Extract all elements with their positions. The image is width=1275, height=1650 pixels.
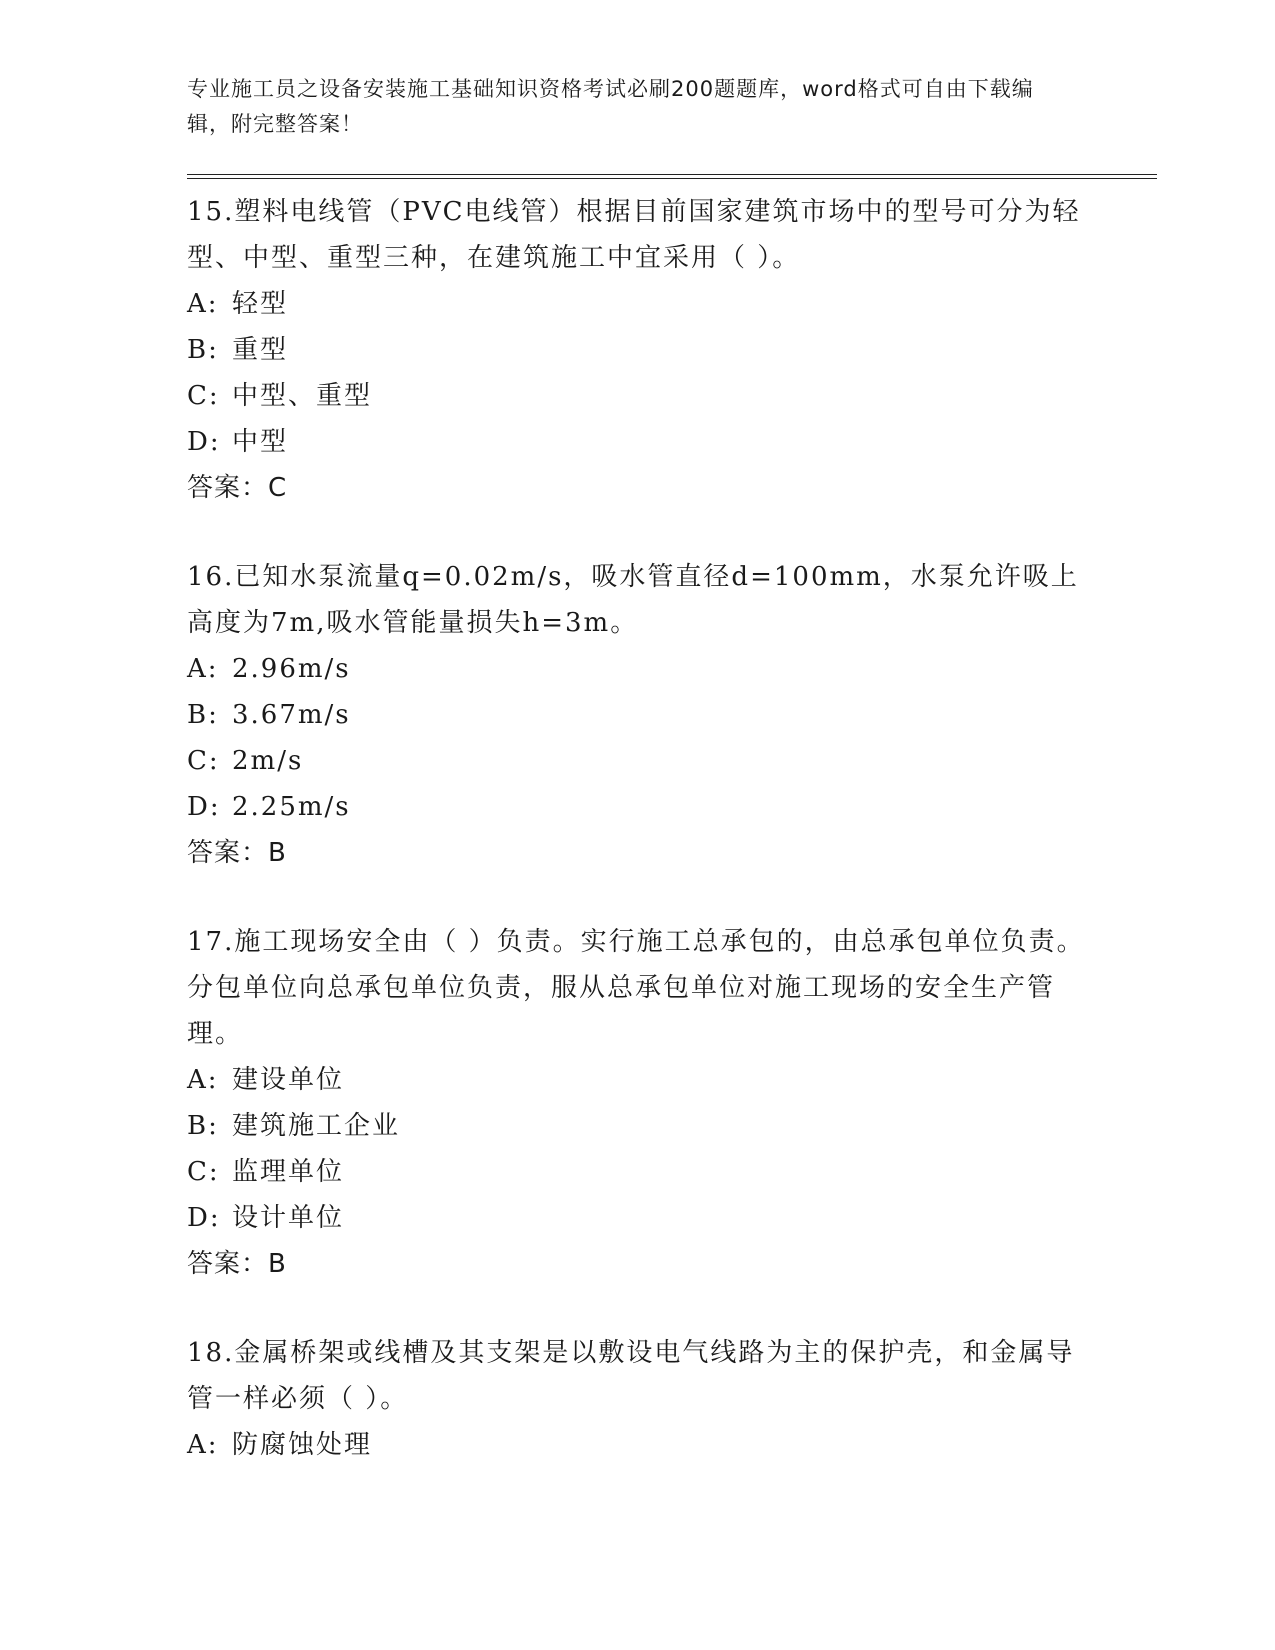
option-key: D: xyxy=(187,427,221,457)
option-text: 2.96m/s xyxy=(232,654,351,684)
option-text: 设计单位 xyxy=(232,1203,345,1233)
option-c xyxy=(187,373,1157,419)
option-text: 中型、重型 xyxy=(232,381,373,411)
question-stem: 15.塑料电线管（PVC电线管）根据目前国家建筑市场中的型号可分为轻型、中型、重型三种，在建筑施工中宜采用（ ）。 xyxy=(187,197,1081,273)
question-18 xyxy=(187,1330,1157,1468)
option-key: D: xyxy=(187,792,221,822)
option-d xyxy=(187,784,1157,830)
option-key: A: xyxy=(187,1065,219,1095)
option-key: D: xyxy=(187,1203,221,1233)
option-text: 2.25m/s xyxy=(232,792,351,822)
question-17 xyxy=(187,919,1157,1287)
option-c xyxy=(187,1149,1157,1195)
option-key: A: xyxy=(187,1430,219,1460)
option-text: 监理单位 xyxy=(232,1157,345,1187)
option-key: C: xyxy=(187,381,220,411)
option-text: 建筑施工企业 xyxy=(232,1111,401,1141)
option-key: A: xyxy=(187,654,219,684)
option-a xyxy=(187,646,1157,692)
question-15 xyxy=(187,189,1157,511)
option-text: 防腐蚀处理 xyxy=(232,1430,373,1460)
option-text: 重型 xyxy=(232,335,289,365)
answer-label: 答案：C xyxy=(187,473,288,503)
option-key: B: xyxy=(187,1111,219,1141)
answer-label: 答案：B xyxy=(187,1249,287,1279)
option-a xyxy=(187,1057,1157,1103)
question-stem: 17.施工现场安全由（ ）负责。实行施工总承包的，由总承包单位负责。分包单位向总承包单位负责，服从总承包单位对施工现场的安全生产管理。 xyxy=(187,927,1085,1049)
option-text: 建设单位 xyxy=(232,1065,345,1095)
answer-label: 答案：B xyxy=(187,838,287,868)
document-page xyxy=(187,72,1157,1468)
option-text: 中型 xyxy=(232,427,289,457)
document-header: 专业施工员之设备安装施工基础知识资格考试必刷200题题库，word格式可自由下载编辑，附完整答案！ xyxy=(187,77,1034,136)
question-16 xyxy=(187,554,1157,876)
option-b xyxy=(187,327,1157,373)
option-key: B: xyxy=(187,335,219,365)
option-d xyxy=(187,419,1157,465)
option-text: 轻型 xyxy=(232,289,289,319)
option-b xyxy=(187,1103,1157,1149)
option-key: C: xyxy=(187,746,220,776)
option-text: 2m/s xyxy=(232,746,304,776)
option-d xyxy=(187,1195,1157,1241)
header-divider xyxy=(187,174,1157,179)
question-stem: 18.金属桥架或线槽及其支架是以敷设电气线路为主的保护壳，和金属导管一样必须（ ）。 xyxy=(187,1338,1075,1414)
option-key: A: xyxy=(187,289,219,319)
option-key: C: xyxy=(187,1157,220,1187)
option-a xyxy=(187,281,1157,327)
option-b xyxy=(187,692,1157,738)
option-key: B: xyxy=(187,700,219,730)
question-stem: 16.已知水泵流量q=0.02m/s，吸水管直径d=100mm，水泵允许吸上高度为7m,吸水管能量损失h=3m。 xyxy=(187,562,1079,638)
option-text: 3.67m/s xyxy=(232,700,351,730)
option-a xyxy=(187,1422,1157,1468)
option-c xyxy=(187,738,1157,784)
